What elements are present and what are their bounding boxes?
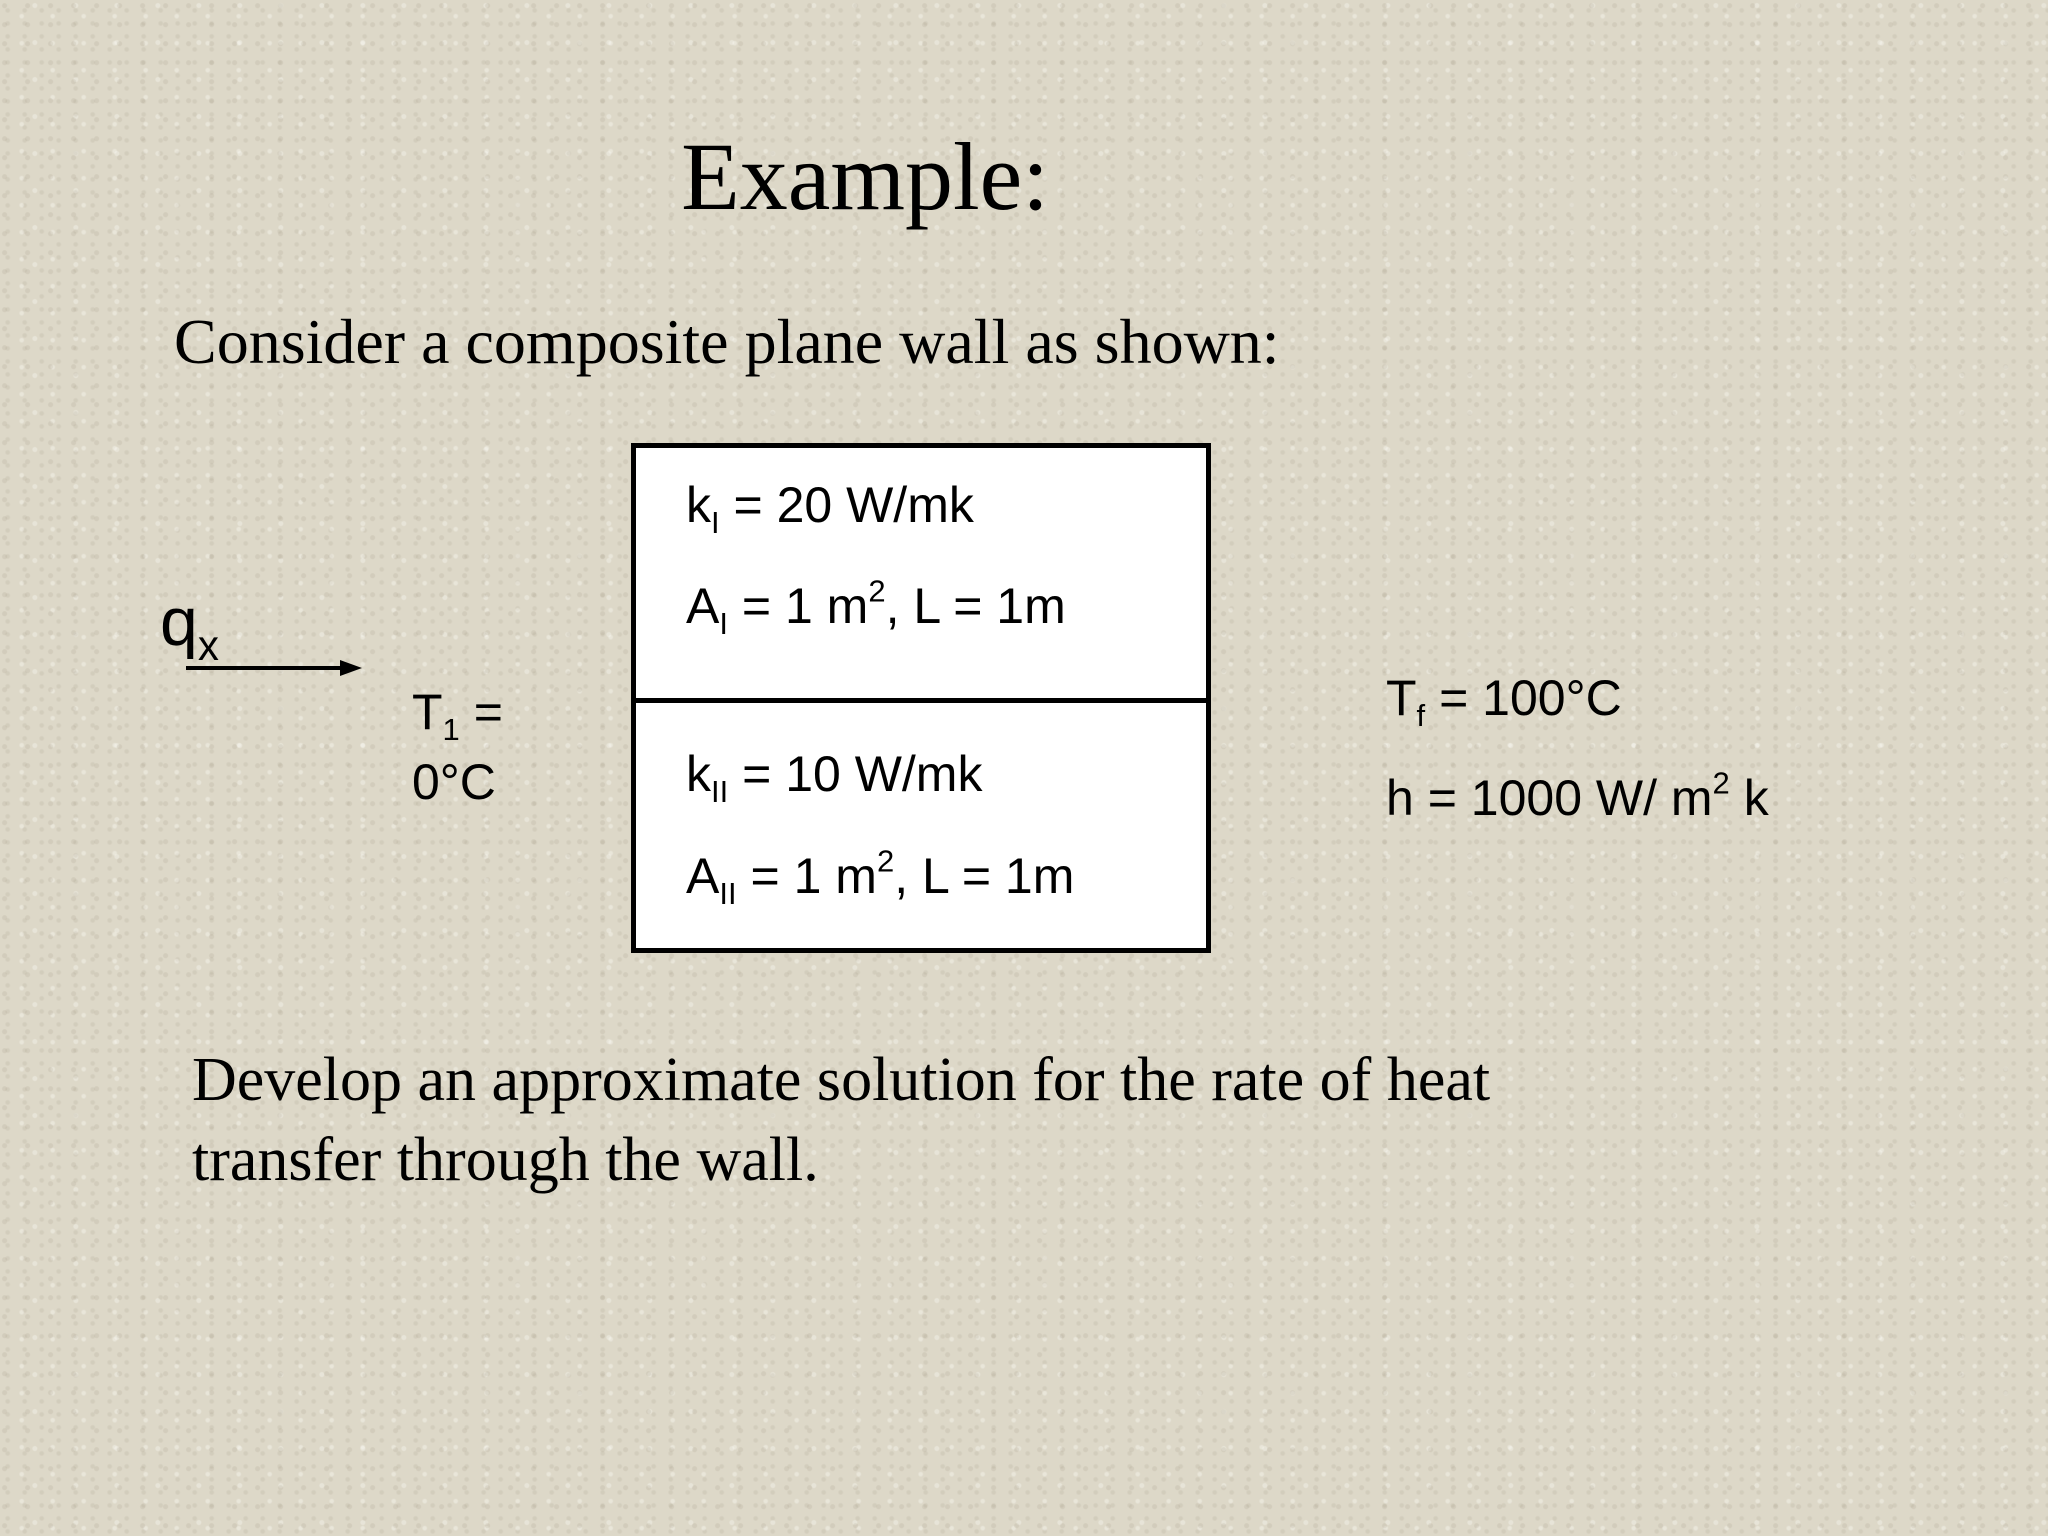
layer2-k-subscript: II — [711, 773, 729, 809]
layer1-a-value: = 1 m — [727, 578, 869, 634]
left-temperature-symbol: T — [412, 684, 443, 740]
left-temperature-subscript: 1 — [442, 711, 460, 747]
fluid-temperature-label — [1386, 668, 1622, 733]
heat-flux-symbol: q — [160, 584, 198, 660]
layer1-a-subscript: I — [719, 605, 728, 641]
layer2-a-exponent: 2 — [876, 843, 895, 879]
fluid-temperature-symbol: T — [1386, 670, 1417, 726]
task-text-line1: Develop an approximate solution for the rate of heat — [192, 1046, 1491, 1114]
h-value: h = 1000 W/ m — [1386, 770, 1713, 826]
fluid-temperature-subscript: f — [1416, 697, 1426, 733]
layer1-length: , L = 1m — [885, 578, 1066, 634]
heat-flux-arrow-icon — [186, 656, 362, 680]
layer-divider — [636, 698, 1206, 703]
layer1-a-exponent: 2 — [868, 573, 886, 609]
left-temperature-label — [412, 682, 503, 747]
composite-wall — [631, 443, 1211, 953]
left-temperature-value: 0°C — [412, 754, 496, 810]
layer1-k-symbol: k — [686, 477, 711, 533]
layer2-a-value: = 1 m — [736, 848, 877, 904]
task-text-line2: transfer through the wall. — [192, 1126, 819, 1194]
layer2-a-symbol: A — [686, 848, 720, 904]
layer1-k-value: = 20 W/mk — [719, 477, 974, 533]
intro-text: Consider a composite plane wall as shown: — [174, 306, 1280, 377]
h-exponent: 2 — [1712, 765, 1730, 801]
layer1-a-symbol: A — [686, 578, 720, 634]
layer2-area-length — [686, 843, 1075, 911]
heat-transfer-coefficient — [1386, 765, 1769, 828]
layer2-k-value: = 10 W/mk — [728, 746, 983, 802]
layer2-k-symbol: k — [686, 746, 711, 802]
h-unit: k — [1729, 770, 1769, 826]
slide-title: Example: — [681, 123, 1049, 230]
layer1-k-subscript: I — [711, 504, 720, 540]
fluid-temperature-value: = 100°C — [1425, 670, 1622, 726]
layer2-length: , L = 1m — [894, 848, 1075, 904]
layer2-conductivity — [686, 744, 983, 809]
heat-flux-subscript: x — [197, 621, 219, 669]
layer1-area-length — [686, 573, 1066, 641]
layer1-conductivity — [686, 475, 974, 540]
layer2-a-subscript: II — [719, 875, 737, 911]
left-temperature-equals: = — [459, 684, 503, 740]
heat-flux-label — [160, 582, 219, 669]
